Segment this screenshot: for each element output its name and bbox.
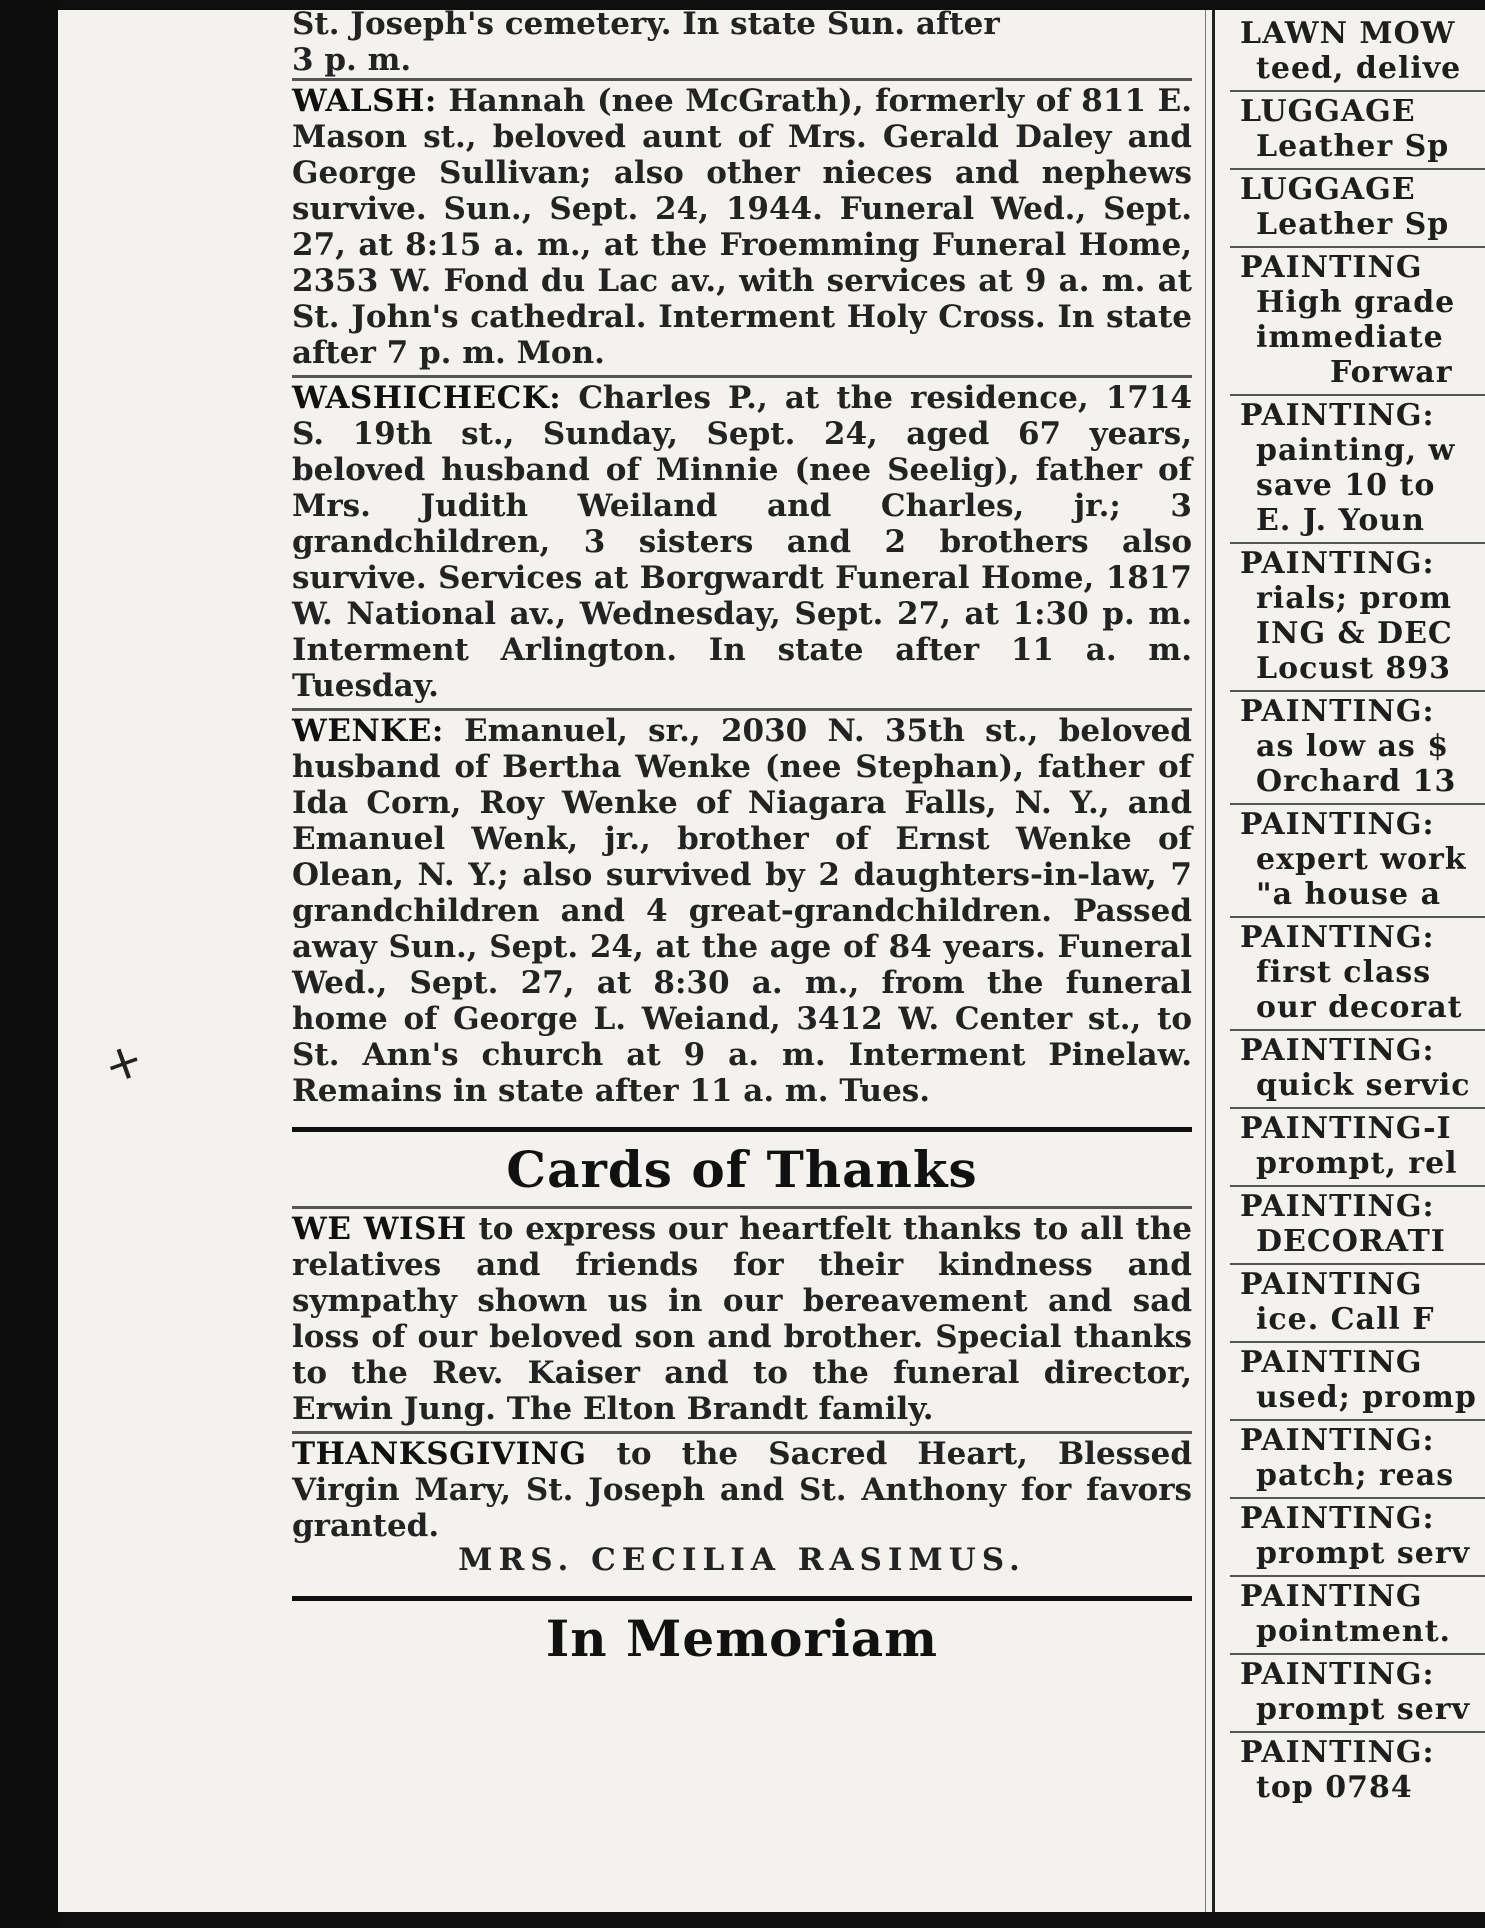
classified-ad xyxy=(1230,1185,1485,1263)
ad-heading: PAINTING: xyxy=(1240,1033,1435,1068)
classified-ad xyxy=(1230,168,1485,246)
column-rule-inner xyxy=(1205,10,1206,1912)
notice-text: Emanuel, sr., 2030 N. 35th st., beloved husband of Bertha Wenke (nee Stephan), father of Ida Corn, Roy Wenke of Niagara Falls, N. Y., and Emanuel Wenk, jr., brother of Ernst Wenke of Olean, N. Y.; also survived by 2 daughters-in-law, 7 grandchildren and 4 great-grandchildren. Passed away Sun., Sept. 24, at the age of 84 years. Funeral Wed., Sept. 27, at 8:30 a. m., from the funeral home of George L. Weiand, 3412 W. Center st., to St. Ann's church at 9 a. m. Interment Pinelaw. Remains in state after 11 a. m. Tues. xyxy=(292,713,1192,1109)
ad-heading: PAINTING: xyxy=(1240,694,1435,729)
ad-heading: PAINTING-I xyxy=(1240,1111,1452,1146)
classified-ad xyxy=(1230,1497,1485,1575)
classified-ad xyxy=(1230,1107,1485,1185)
ad-text: used; promp xyxy=(1256,1380,1477,1415)
ad-text: our decorat xyxy=(1256,990,1463,1025)
classified-ad xyxy=(1230,1653,1485,1731)
obituary-column xyxy=(292,6,1192,1675)
ad-text: Leather Sp xyxy=(1256,129,1450,164)
classified-ad xyxy=(1230,1419,1485,1497)
ad-heading: PAINTING: xyxy=(1240,398,1435,433)
death-notice xyxy=(292,708,1192,1113)
thanks-signature: MRS. CECILIA RASIMUS. xyxy=(458,1542,1026,1578)
cards-of-thanks-heading: Cards of Thanks xyxy=(506,1140,978,1199)
ad-heading: PAINTING xyxy=(1240,1579,1423,1614)
ad-text: ice. Call F xyxy=(1256,1302,1435,1337)
scan-left-margin xyxy=(0,0,58,1928)
classified-ad xyxy=(1230,916,1485,1029)
classified-ad xyxy=(1230,542,1485,690)
ad-heading: PAINTING: xyxy=(1240,1735,1435,1770)
notice-name: WASHICHECK: xyxy=(292,380,562,416)
classified-ad xyxy=(1230,1731,1485,1809)
ad-heading: PAINTING: xyxy=(1240,1189,1435,1224)
ad-text: as low as $ xyxy=(1256,729,1450,764)
ad-text: patch; reas xyxy=(1256,1458,1455,1493)
classified-ad xyxy=(1230,690,1485,803)
classified-ad xyxy=(1230,1263,1485,1341)
previous-notice-fragment: St. Joseph's cemetery. In state Sun. after xyxy=(292,6,1000,42)
ad-text: rials; prom xyxy=(1256,581,1452,616)
section-rule xyxy=(292,1127,1192,1132)
ad-heading: PAINTING: xyxy=(1240,1423,1435,1458)
ad-heading: PAINTING: xyxy=(1240,920,1435,955)
classified-ad xyxy=(1230,394,1485,542)
ad-heading: PAINTING xyxy=(1240,1267,1423,1302)
thanks-text: to express our heartfelt thanks to all the relatives and friends for their kindness and sympathy shown us in our bereavement and sad loss of our beloved son and brother. Special thanks to the Rev. Kaiser and to the funeral director, Erwin Jung. The Elton Brandt family. xyxy=(292,1211,1192,1427)
thanks-notice xyxy=(292,1431,1192,1582)
ad-text: "a house a xyxy=(1256,877,1442,912)
column-rule-right xyxy=(1212,10,1215,1912)
ad-text: Locust 893 xyxy=(1256,651,1451,686)
notice-name: WENKE: xyxy=(292,713,444,749)
ad-text: quick servic xyxy=(1256,1068,1471,1103)
notice-name: WALSH: xyxy=(292,83,437,119)
ad-heading: PAINTING: xyxy=(1240,1501,1435,1536)
ad-text: prompt serv xyxy=(1256,1536,1471,1571)
thanks-lead: WE WISH xyxy=(292,1211,467,1247)
notice-text: Charles P., at the residence, 1714 S. 19th st., Sunday, Sept. 24, aged 67 years, beloved husband of Minnie (nee Seelig), father of Mrs. Judith Weiland and Charles, jr.; 3 grandchildren, 3 sisters and 2 brothers also survive. Services at Borgwardt Funeral Home, 1817 W. National av., Wednesday, Sept. 27, at 1:30 p. m. Interment Arlington. In state after 11 a. m. Tuesday. xyxy=(292,380,1192,704)
previous-notice-fragment: 3 p. m. xyxy=(292,42,412,78)
ad-heading: PAINTING: xyxy=(1240,807,1435,842)
ad-text: ING & DEC xyxy=(1256,616,1453,651)
ad-text: first class xyxy=(1256,955,1432,990)
death-notice xyxy=(292,375,1192,708)
ad-text: E. J. Youn xyxy=(1256,503,1425,538)
ad-text: teed, delive xyxy=(1256,51,1462,86)
classified-ad xyxy=(1230,803,1485,916)
ad-heading: PAINTING: xyxy=(1240,546,1435,581)
ad-heading: LUGGAGE xyxy=(1240,172,1416,207)
ad-text: expert work xyxy=(1256,842,1467,877)
ad-heading: LAWN MOW xyxy=(1240,16,1456,51)
stray-pen-mark: ⵜ xyxy=(100,1035,148,1094)
ad-text: painting, w xyxy=(1256,433,1456,468)
ad-text: DECORATI xyxy=(1256,1224,1446,1259)
thanks-lead: THANKSGIVING xyxy=(292,1436,587,1472)
ad-text: Leather Sp xyxy=(1256,207,1450,242)
section-rule xyxy=(292,1596,1192,1601)
classified-ad xyxy=(1230,14,1485,90)
classified-ad xyxy=(1230,1029,1485,1107)
ad-heading: LUGGAGE xyxy=(1240,94,1416,129)
ad-text: prompt, rel xyxy=(1256,1146,1458,1181)
in-memoriam-heading: In Memoriam xyxy=(545,1609,939,1668)
classified-ad xyxy=(1230,1575,1485,1653)
ad-heading: PAINTING: xyxy=(1240,1657,1435,1692)
notice-text: Hannah (nee McGrath), formerly of 811 E. Mason st., beloved aunt of Mrs. Gerald Daley and George Sullivan; also other nieces and nephews survive. Sun., Sept. 24, 1944. Funeral Wed., Sept. 27, at 8:15 a. m., at the Froemming Funeral Home, 2353 W. Fond du Lac av., with services at 9 a. m. at St. John's cathedral. Interment Holy Cross. In state after 7 p. m. Mon. xyxy=(292,83,1192,371)
classified-ad xyxy=(1230,90,1485,168)
ad-heading: PAINTING xyxy=(1240,1345,1423,1380)
thanks-text: to the Sacred Heart, Blessed Virgin Mary, St. Joseph and St. Anthony for favors granted. xyxy=(292,1436,1192,1544)
ad-text: immediate xyxy=(1256,320,1444,355)
ad-text: pointment. xyxy=(1256,1614,1451,1649)
thanks-notice xyxy=(292,1209,1192,1431)
ad-text: save 10 to xyxy=(1256,468,1436,503)
classified-column xyxy=(1230,14,1485,1809)
death-notice xyxy=(292,78,1192,375)
scan-bottom-edge xyxy=(58,1912,1485,1928)
ad-heading: PAINTING xyxy=(1240,250,1423,285)
ad-text: Orchard 13 xyxy=(1256,764,1457,799)
ad-text: Forwar xyxy=(1330,355,1453,390)
ad-text: top 0784 xyxy=(1256,1770,1413,1805)
classified-ad xyxy=(1230,1341,1485,1419)
ad-text: prompt serv xyxy=(1256,1692,1471,1727)
classified-ad xyxy=(1230,246,1485,394)
ad-text: High grade xyxy=(1256,285,1456,320)
